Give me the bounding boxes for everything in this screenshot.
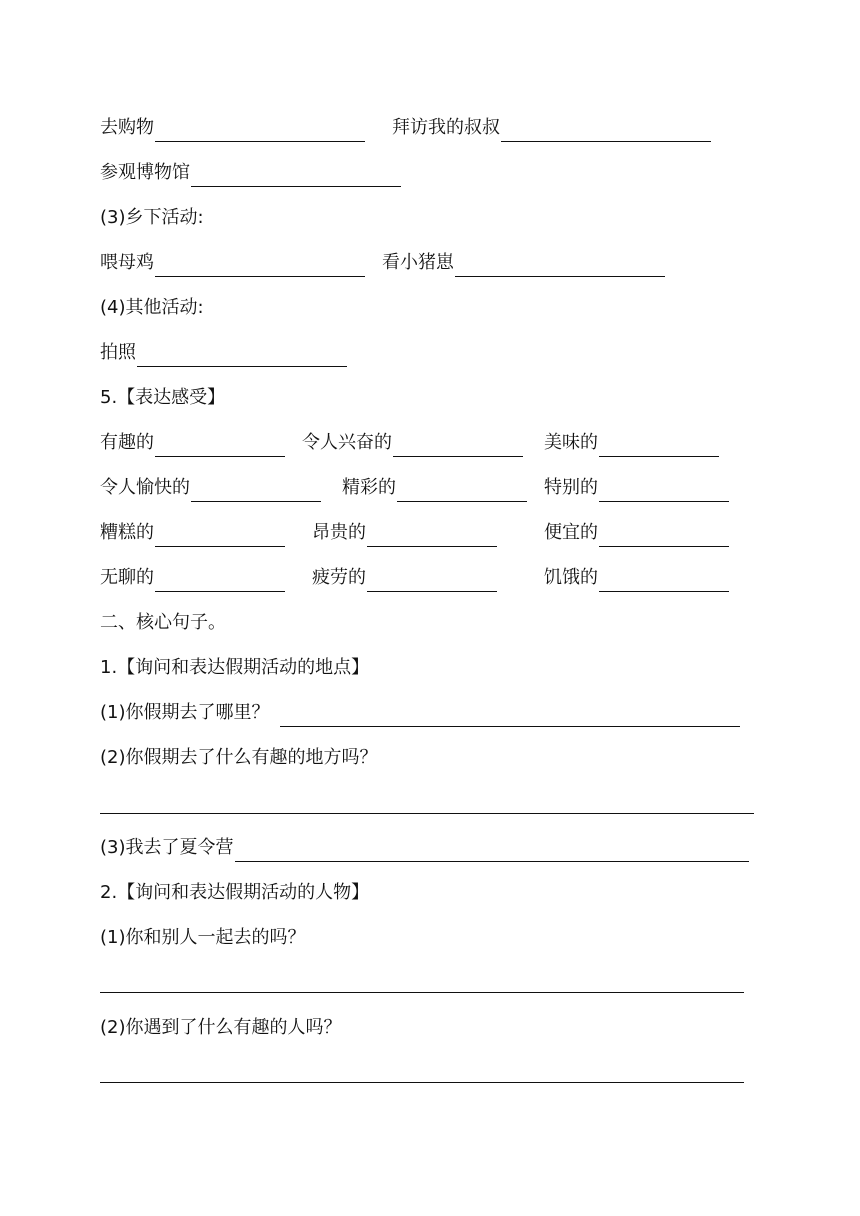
feeling-item bbox=[312, 519, 497, 547]
feeling-item bbox=[100, 564, 285, 592]
feeling-item bbox=[100, 474, 321, 502]
piglets-label: 看小猪崽 bbox=[382, 252, 454, 273]
feelings-heading: 5.【表达感受】 bbox=[100, 387, 226, 408]
places-row-2 bbox=[100, 159, 401, 187]
feeling-label: 糟糕的 bbox=[100, 522, 154, 543]
visit-uncle-item bbox=[392, 114, 711, 142]
shopping-item bbox=[100, 114, 365, 142]
s1-q3 bbox=[100, 834, 749, 862]
feeling-blank[interactable] bbox=[191, 481, 321, 502]
photos-label: 拍照 bbox=[100, 342, 136, 363]
s2-q1-answer-line[interactable] bbox=[100, 991, 744, 993]
feeling-item bbox=[544, 474, 729, 502]
feeling-label: 令人愉快的 bbox=[100, 477, 190, 498]
feeling-item bbox=[100, 519, 285, 547]
feeling-blank[interactable] bbox=[397, 481, 527, 502]
feeling-item bbox=[100, 429, 285, 457]
feeling-label: 美味的 bbox=[544, 432, 598, 453]
s1-q1-blank[interactable] bbox=[280, 706, 740, 727]
feeling-item bbox=[544, 429, 719, 457]
s1-q1 bbox=[100, 699, 740, 727]
feeling-item bbox=[544, 519, 729, 547]
other-heading: (4)其他活动: bbox=[100, 297, 204, 318]
feeling-label: 精彩的 bbox=[342, 477, 396, 498]
feeling-item bbox=[342, 474, 527, 502]
shopping-blank[interactable] bbox=[155, 121, 365, 142]
sentences-heading: 二、核心句子。 bbox=[100, 612, 226, 633]
museum-label: 参观博物馆 bbox=[100, 162, 190, 183]
feeling-blank[interactable] bbox=[599, 571, 729, 592]
piglets-blank[interactable] bbox=[455, 256, 665, 277]
feeling-label: 饥饿的 bbox=[544, 567, 598, 588]
feeling-blank[interactable] bbox=[599, 436, 719, 457]
feeling-label: 特别的 bbox=[544, 477, 598, 498]
piglets-item bbox=[382, 249, 665, 277]
s1-q2-answer-line[interactable] bbox=[100, 812, 754, 814]
s1-q1-label: (1)你假期去了哪里？ bbox=[100, 702, 270, 723]
feeling-blank[interactable] bbox=[155, 571, 285, 592]
s1-q3-label: (3)我去了夏令营 bbox=[100, 837, 234, 858]
country-heading: (3)乡下活动: bbox=[100, 207, 204, 228]
feeling-label: 疲劳的 bbox=[312, 567, 366, 588]
s1-heading: 1.【询问和表达假期活动的地点】 bbox=[100, 657, 370, 678]
feeling-blank[interactable] bbox=[393, 436, 523, 457]
feeling-label: 有趣的 bbox=[100, 432, 154, 453]
other-row bbox=[100, 339, 347, 367]
feeling-item bbox=[302, 429, 523, 457]
feeling-blank[interactable] bbox=[367, 526, 497, 547]
feed-hens-item bbox=[100, 249, 365, 277]
s1-q3-blank[interactable] bbox=[235, 841, 749, 862]
feeling-item bbox=[312, 564, 497, 592]
museum-blank[interactable] bbox=[191, 166, 401, 187]
feeling-item bbox=[544, 564, 729, 592]
feeling-blank[interactable] bbox=[155, 526, 285, 547]
s2-q2: (2)你遇到了什么有趣的人吗？ bbox=[100, 1017, 342, 1038]
feeling-label: 便宜的 bbox=[544, 522, 598, 543]
feeling-label: 令人兴奋的 bbox=[302, 432, 392, 453]
feeling-label: 昂贵的 bbox=[312, 522, 366, 543]
feeling-blank[interactable] bbox=[367, 571, 497, 592]
s2-q1: (1)你和别人一起去的吗？ bbox=[100, 927, 306, 948]
s2-heading: 2.【询问和表达假期活动的人物】 bbox=[100, 882, 370, 903]
visit-uncle-label: 拜访我的叔叔 bbox=[392, 117, 500, 138]
s1-q2: (2)你假期去了什么有趣的地方吗？ bbox=[100, 747, 378, 768]
feed-hens-label: 喂母鸡 bbox=[100, 252, 154, 273]
feeling-blank[interactable] bbox=[155, 436, 285, 457]
feeling-blank[interactable] bbox=[599, 481, 729, 502]
visit-uncle-blank[interactable] bbox=[501, 121, 711, 142]
photos-blank[interactable] bbox=[137, 346, 347, 367]
feeling-blank[interactable] bbox=[599, 526, 729, 547]
feed-hens-blank[interactable] bbox=[155, 256, 365, 277]
feeling-label: 无聊的 bbox=[100, 567, 154, 588]
shopping-label: 去购物 bbox=[100, 117, 154, 138]
s2-q2-answer-line[interactable] bbox=[100, 1081, 744, 1083]
